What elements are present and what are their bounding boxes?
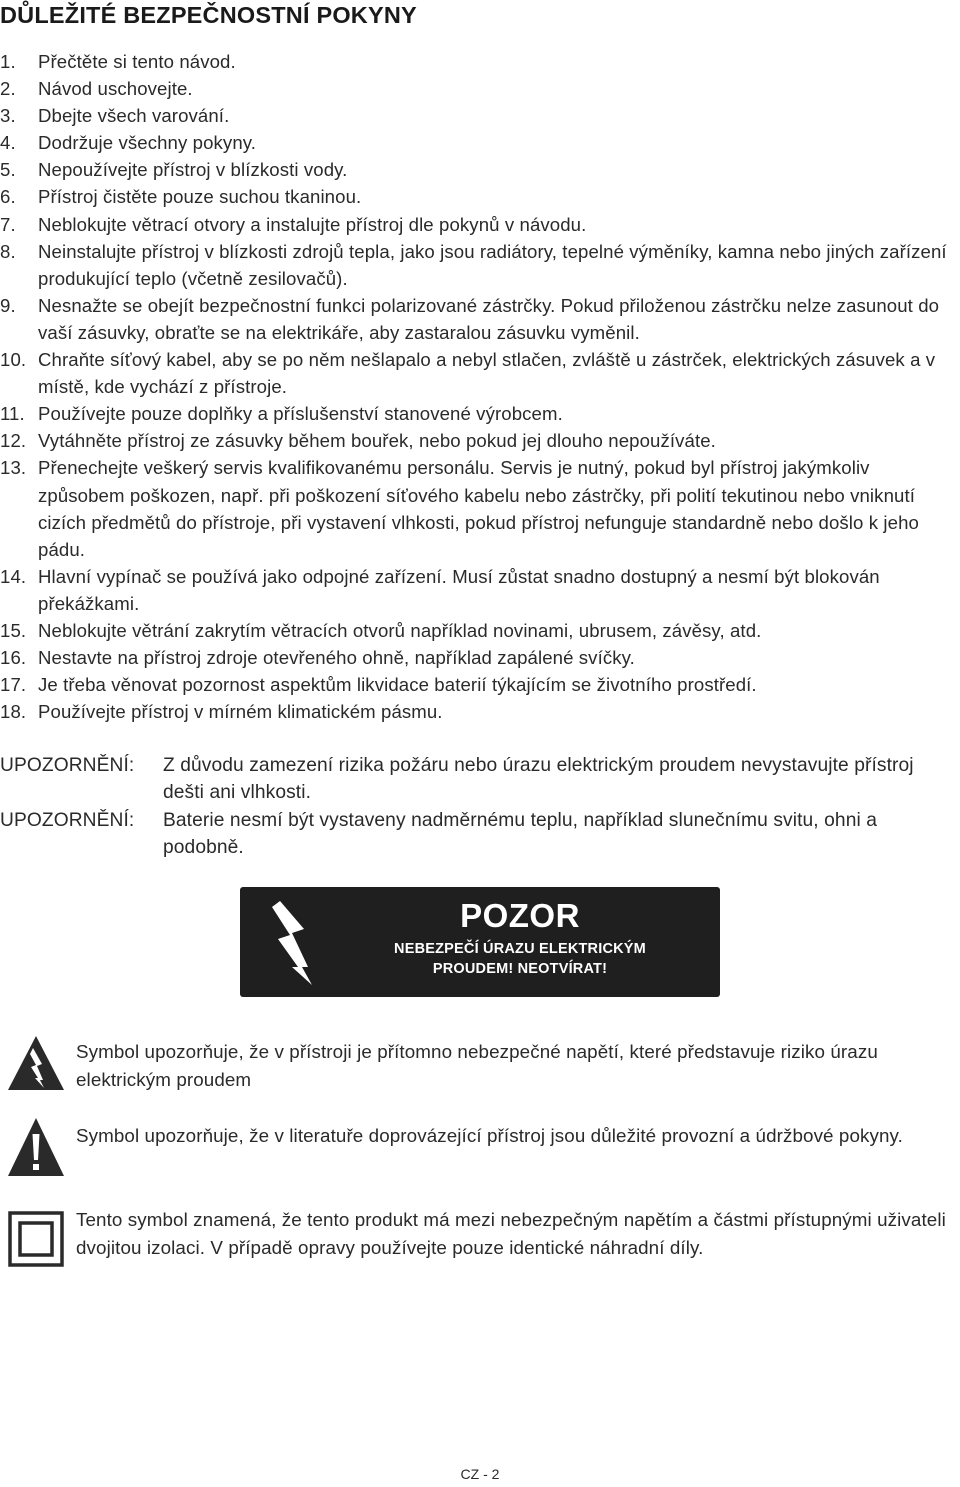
item-number: 11. <box>0 403 25 425</box>
list-item <box>0 671 958 698</box>
item-number: 4. <box>0 132 16 154</box>
pozor-subtext <box>340 939 700 979</box>
item-text: Hlavní vypínač se používá jako odpojné zařízení. Musí zůstat snadno dostupný a nesmí být blokován překážkami. <box>38 565 880 614</box>
exclamation-triangle-icon <box>6 1116 66 1178</box>
list-item <box>0 183 958 210</box>
item-number: 9. <box>0 294 16 316</box>
list-item <box>0 156 958 183</box>
item-number: 15. <box>0 619 27 641</box>
list-item <box>0 400 958 427</box>
lightning-triangle-icon <box>6 1034 66 1092</box>
item-number: 14. <box>0 565 27 587</box>
pozor-line-2: PROUDEM! NEOTVÍRAT! <box>432 961 608 977</box>
item-text: Dbejte všech varování. <box>38 105 230 127</box>
double-square-icon <box>8 1211 64 1267</box>
list-item <box>0 292 958 346</box>
lightning-bolt-icon <box>262 897 318 987</box>
list-item <box>0 211 958 238</box>
item-text: Neblokujte větrání zakrytím větracích otvorů například novinami, ubrusem, závěsy, atd. <box>38 619 762 641</box>
item-text: Nestavte na přístroj zdroje otevřeného ohně, například zapálené svíčky. <box>38 647 635 669</box>
item-number: 12. <box>0 430 27 452</box>
item-number: 7. <box>0 213 16 235</box>
item-number: 5. <box>0 159 16 181</box>
pozor-heading: POZOR <box>460 897 580 934</box>
item-text: Přenechejte veškerý servis kvalifikovanému personálu. Servis je nutný, pokud byl přístroj jakýmkoliv způsobem poškozen, např. při poškození síťového kabelu nebo zástrčky, při polití tekutinou nebo vniknutí cizích předmětů do přístroje, při vystavení vlhkosti, pokud přístroj nefunguje standardně nebo došlo k jeho pádu. <box>38 457 919 560</box>
list-item <box>0 617 958 644</box>
item-text: Nepoužívejte přístroj v blízkosti vody. <box>38 159 348 181</box>
list-item <box>0 563 958 617</box>
item-text: Návod uschovejte. <box>38 78 193 100</box>
list-item <box>0 427 958 454</box>
item-number: 8. <box>0 240 16 262</box>
item-number: 1. <box>0 51 16 72</box>
item-text: Používejte přístroj v mírném klimatickém pásmu. <box>38 701 443 723</box>
list-item <box>0 698 958 725</box>
warning-label: UPOZORNĚNÍ: <box>0 810 135 831</box>
list-item <box>0 102 958 129</box>
symbol-description: Symbol upozorňuje, že v literatuře doprovázející přístroj jsou důležité provozní a údržbové pokyny. <box>76 1125 903 1146</box>
list-item <box>0 346 958 400</box>
item-number: 10. <box>0 349 27 371</box>
item-number: 3. <box>0 105 16 127</box>
list-item <box>0 644 958 671</box>
item-text: Je třeba věnovat pozornost aspektům likvidace baterií týkajícím se životního prostředí. <box>38 674 757 696</box>
item-text: Chraňte síťový kabel, aby se po něm nešlapalo a nebyl stlačen, zvláště u zástrček, elektrických zásuvek a v místě, kde vychází z přístroje. <box>38 349 936 398</box>
pozor-line-1: NEBEZPEČÍ ÚRAZU ELEKTRICKÝM <box>394 941 646 957</box>
warning-text: Z důvodu zamezení rizika požáru nebo úrazu elektrickým proudem nevystavujte přístroj dešti ani vlhkosti. <box>163 755 914 803</box>
list-item <box>0 238 958 292</box>
item-number: 13. <box>0 457 27 479</box>
item-number: 17. <box>0 674 27 696</box>
symbol-description: Symbol upozorňuje, že v přístroji je přítomno nebezpečné napětí, které představuje riziko úrazu elektrickým proudem <box>76 1041 878 1090</box>
item-text: Přístroj čistěte pouze suchou tkaninou. <box>38 186 362 208</box>
list-item <box>0 48 958 75</box>
symbol-description: Tento symbol znamená, že tento produkt má mezi nebezpečným napětím a částmi přístupnými uživateli dvojitou izolaci. V případě opravy používejte pouze identické náhradní díly. <box>76 1209 946 1258</box>
warning-label: UPOZORNĚNÍ: <box>0 755 135 776</box>
item-text: Neblokujte větrací otvory a instalujte přístroj dle pokynů v návodu. <box>38 213 587 235</box>
item-text: Neinstalujte přístroj v blízkosti zdrojů tepla, jako jsou radiátory, tepelné výměníky, kamna nebo jiných zařízení produkující teplo (včetně zesilovačů). <box>38 240 947 289</box>
list-item <box>0 454 958 562</box>
item-number: 18. <box>0 701 27 723</box>
page-number: CZ - 2 <box>460 1466 500 1482</box>
item-text: Používejte pouze doplňky a příslušenství stanovené výrobcem. <box>38 403 563 425</box>
item-number: 16. <box>0 647 27 669</box>
item-text: Přečtěte si tento návod. <box>38 51 236 72</box>
pozor-warning-label <box>240 887 720 997</box>
item-number: 6. <box>0 186 16 208</box>
list-item <box>0 129 958 156</box>
warning-block <box>0 752 958 806</box>
page-title: DŮLEŽITÉ BEZPEČNOSTNÍ POKYNY <box>0 2 417 28</box>
item-text: Vytáhněte přístroj ze zásuvky během bouřek, nebo pokud jej dlouho nepoužíváte. <box>38 430 716 452</box>
item-text: Nesnažte se obejít bezpečnostní funkci polarizované zástrčky. Pokud přiloženou zástrčku nelze zasunout do vaší zásuvky, obraťte se na elektrikáře, aby zastaralou zásuvku vyměnil. <box>38 294 940 343</box>
instructions-list <box>0 48 958 725</box>
list-item <box>0 75 958 102</box>
warning-text: Baterie nesmí být vystaveny nadměrnému teplu, například slunečnímu svitu, ohni a podobně. <box>163 810 878 858</box>
item-number: 2. <box>0 78 16 100</box>
warning-block <box>0 807 958 861</box>
item-text: Dodržuje všechny pokyny. <box>38 132 257 154</box>
